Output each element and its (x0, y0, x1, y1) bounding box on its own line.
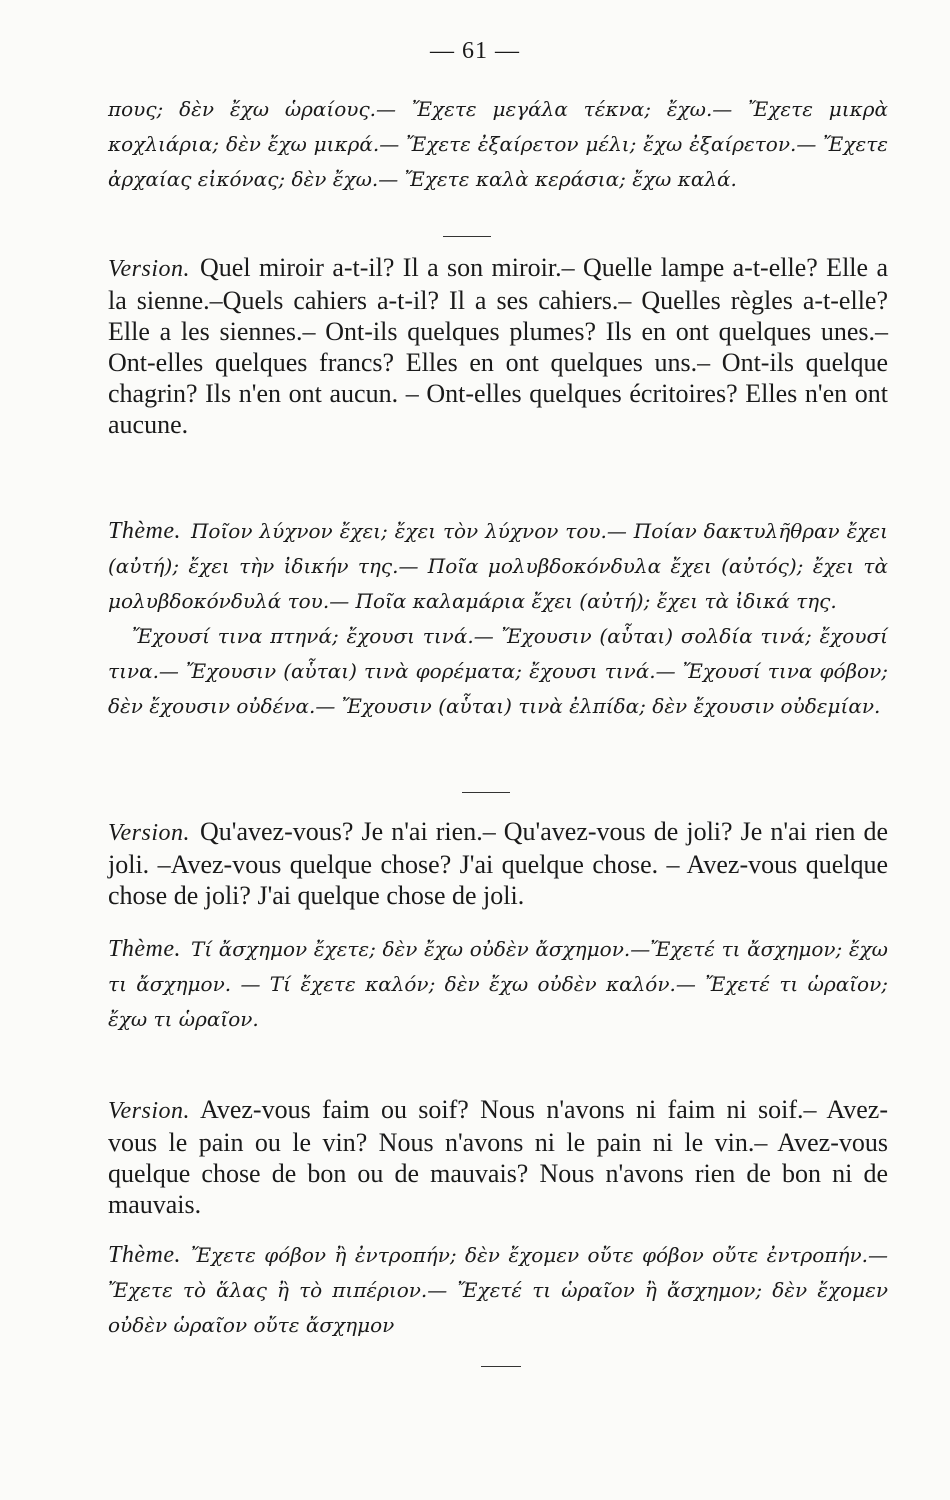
theme-section-3 (108, 1238, 888, 1343)
page-number: — 61 — (430, 38, 520, 64)
theme-text: Τί ἄσχημον ἔχετε; δὲν ἔχω οὐδὲν ἄσχημον.—Ἔχετέ τι ἄσχημον; ἔχω τι ἄσχημον. — Τί ἔχετε καλόν; δὲν ἔχω οὐδὲν καλόν.— Ἔχετέ τι ὡραῖον; ἔχω τι ὡραῖον. (108, 937, 888, 1031)
section-label: Version. (108, 820, 190, 846)
version-text: Avez-vous faim ou soif? Nous n'avons ni faim ni soif.– Avez-vous le pain ou le vin? Nous n'avons ni le pain ni le vin.– Avez-vous quelque chose de bon ou de mauvais? Nous n'avons rien de bon ni de mauvais. (108, 1095, 888, 1219)
section-divider (481, 1366, 521, 1367)
version-text: Quel miroir a-t-il? Il a son miroir.– Quelle lampe a-t-elle? Elle a la sienne.–Quels cahiers a-t-il? Il a ses cahiers.– Quelles règles a-t-elle? Elle a les siennes.– Ont-ils quelques plumes? Ils en ont quelques unes.– Ont-elles quelques francs? Elles en ont quelques uns.– Ont-ils quelque chagrin? Ils n'en ont aucun. – Ont-elles quelques écritoires? Elles n'en ont aucune. (108, 253, 888, 439)
section-label: Version. (108, 256, 190, 282)
version-text: Qu'avez-vous? Je n'ai rien.– Qu'avez-vous de joli? Je n'ai rien de joli. –Avez-vous quelque chose? J'ai quelque chose. – Avez-vous quelque chose de joli? J'ai quelque chose de joli. (108, 817, 888, 910)
section-label: Thème. (108, 518, 181, 544)
intro-greek-paragraph (108, 92, 888, 197)
section-divider (462, 792, 510, 793)
theme-section-1 (108, 514, 888, 724)
section-label: Version. (108, 1098, 190, 1124)
theme-text-continued: Ἔχουσί τινα πτηνά; ἔχουσι τινά.— Ἔχουσιν (αὗται) σολδία τινά; ἔχουσί τινα.— Ἔχουσιν (αὗται) τινὰ φορέματα; ἔχουσι τινά.— Ἔχουσί τινα φόβον; δὲν ἔχουσιν οὐδένα.— Ἔχουσιν (αὗται) τινὰ ἐλπίδα; δὲν ἔχουσιν οὐδεμίαν. (108, 624, 888, 718)
theme-text: Ἔχετε φόβον ἢ ἐντροπήν; δὲν ἔχομεν οὔτε φόβον οὔτε ἐντροπήν.— Ἔχετε τὸ ἅλας ἢ τὸ πιπέριον.— Ἔχετέ τι ὡραῖον ἢ ἄσχημον; δὲν ἔχομεν οὐδὲν ὡραῖον οὔτε ἄσχημον (108, 1243, 888, 1337)
theme-section-2 (108, 932, 888, 1037)
theme-text: Ποῖον λύχνον ἔχει; ἔχει τὸν λύχνον του.— Ποίαν δακτυλῆθραν ἔχει (αὐτή); ἔχει τὴν ἰδικήν της.— Ποῖα μολυβδοκόνδυλα ἔχει (αὐτός); ἔχει τὰ μολυβδοκόνδυλά του.— Ποῖα καλαμάρια ἔχει (αὐτή); ἔχει τὰ ἰδικά της. (108, 519, 888, 613)
section-label: Thème. (108, 936, 181, 962)
version-section-3 (108, 1094, 888, 1220)
section-label: Thème. (108, 1242, 181, 1268)
version-section-2 (108, 816, 888, 911)
version-section-1 (108, 252, 888, 440)
section-divider (443, 236, 491, 237)
intro-greek-text: πους; δὲν ἔχω ὡραίους.— Ἔχετε μεγάλα τέκνα; ἔχω.— Ἔχετε μικρὰ κοχλιάρια; δὲν ἔχω μικρά.— Ἔχετε ἐξαίρετον μέλι; ἔχω ἐξαίρετον.— Ἔχετε ἀρχαίας εἰκόνας; δὲν ἔχω.— Ἔχετε καλὰ κεράσια; ἔχω καλά. (108, 97, 888, 191)
